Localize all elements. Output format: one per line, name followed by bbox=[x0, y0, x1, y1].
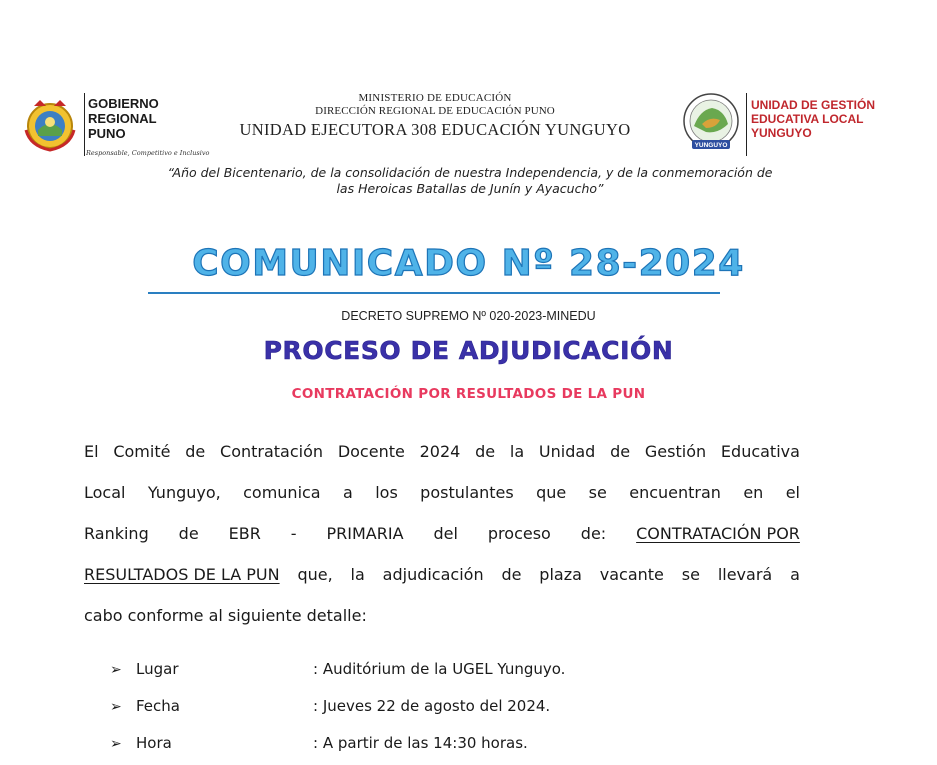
year-slogan bbox=[80, 165, 860, 197]
detail-value: : Jueves 22 de agosto del 2024. bbox=[313, 697, 551, 715]
paragraph-word: la bbox=[509, 442, 525, 461]
paragraph-word: plaza bbox=[539, 565, 582, 584]
paragraph-word: el bbox=[785, 483, 800, 502]
paragraph-word: Contratación bbox=[220, 442, 324, 461]
direccion-line: DIRECCIÓN REGIONAL DE EDUCACIÓN PUNO bbox=[315, 105, 555, 117]
detail-fecha bbox=[110, 697, 180, 715]
underlined-process-name: RESULTADOS DE LA PUN bbox=[84, 565, 280, 584]
paragraph-word: encuentran bbox=[629, 483, 721, 502]
gobierno-regional-logo bbox=[20, 96, 80, 156]
paragraph-word: PRIMARIA bbox=[326, 524, 404, 543]
puno-line: PUNO bbox=[88, 126, 126, 141]
detail-value: : Auditórium de la UGEL Yunguyo. bbox=[313, 660, 566, 678]
paragraph-word: del bbox=[433, 524, 458, 543]
detail-hora bbox=[110, 734, 172, 752]
year-slogan-line-1: “Año del Bicentenario, de la consolidación de nuestra Independencia, y de la conmemoración de bbox=[167, 165, 773, 180]
paragraph-word: llevará bbox=[717, 565, 773, 584]
paragraph-word: de bbox=[185, 442, 206, 461]
ugel-line-2: EDUCATIVA LOCAL bbox=[751, 112, 864, 126]
gobierno-line: GOBIERNO bbox=[88, 96, 159, 111]
paragraph-word: vacante bbox=[599, 565, 664, 584]
ugel-seal-label: YUNGUYO bbox=[694, 142, 728, 149]
unidad-ejecutora-line: UNIDAD EJECUTORA 308 EDUCACIÓN YUNGUYO bbox=[239, 120, 631, 139]
paragraph-line-4 bbox=[84, 563, 800, 604]
institution-header bbox=[200, 92, 670, 142]
paragraph-word: a bbox=[790, 565, 800, 584]
paragraph-word: de bbox=[178, 524, 199, 543]
ugel-line-3: YUNGUYO bbox=[751, 126, 812, 140]
paragraph-word: Yunguyo, bbox=[147, 483, 221, 502]
arrow-bullet-icon: ➢ bbox=[110, 699, 122, 715]
paragraph-word: Local bbox=[84, 483, 126, 502]
ministerio-line: MINISTERIO DE EDUCACIÓN bbox=[358, 92, 512, 104]
paragraph-word: Gestión bbox=[644, 442, 707, 461]
paragraph-word: adjudicación bbox=[382, 565, 484, 584]
paragraph-word: se bbox=[681, 565, 700, 584]
paragraph-word: los bbox=[375, 483, 398, 502]
comunicado-underline bbox=[148, 292, 720, 294]
paragraph-word: - bbox=[290, 524, 297, 543]
detail-value: : A partir de las 14:30 horas. bbox=[313, 734, 528, 752]
paragraph-word: que, bbox=[297, 565, 333, 584]
paragraph-word: postulantes bbox=[420, 483, 514, 502]
paragraph-line-2 bbox=[84, 481, 800, 522]
paragraph-line-1 bbox=[84, 440, 800, 481]
paragraph-word: que bbox=[536, 483, 567, 502]
header-divider bbox=[84, 93, 85, 156]
ugel-yunguyo-seal bbox=[678, 90, 744, 156]
ugel-line-1: UNIDAD DE GESTIÓN bbox=[751, 98, 876, 112]
arrow-bullet-icon: ➢ bbox=[110, 662, 122, 678]
paragraph-word: EBR bbox=[228, 524, 261, 543]
detail-lugar bbox=[110, 660, 178, 678]
arrow-bullet-icon: ➢ bbox=[110, 736, 122, 752]
paragraph-word: Ranking bbox=[84, 524, 149, 543]
paragraph-line-5 bbox=[84, 604, 800, 645]
paragraph-word: El bbox=[84, 442, 99, 461]
paragraph-word: la bbox=[350, 565, 365, 584]
detail-label: Lugar bbox=[136, 660, 179, 678]
contratacion-subtitle: CONTRATACIÓN POR RESULTADOS DE LA PUN bbox=[291, 386, 646, 402]
detail-label: Fecha bbox=[136, 697, 180, 715]
paragraph-word: a bbox=[343, 483, 353, 502]
gobierno-motto: Responsable, Competitivo e Inclusivo bbox=[86, 149, 210, 157]
paragraph-line-3 bbox=[84, 522, 800, 563]
detail-label: Hora bbox=[136, 734, 172, 752]
decreto-line: DECRETO SUPREMO Nº 020-2023-MINEDU bbox=[341, 309, 596, 323]
proceso-title: PROCESO DE ADJUDICACIÓN bbox=[263, 336, 674, 365]
comunicado-title: COMUNICADO Nº 28-2024 bbox=[192, 243, 745, 284]
regional-line: REGIONAL bbox=[88, 111, 157, 126]
ugel-divider bbox=[746, 93, 747, 156]
paragraph-word: 2024 bbox=[419, 442, 461, 461]
paragraph-word: Comité bbox=[113, 442, 171, 461]
paragraph-word: de bbox=[610, 442, 631, 461]
gobierno-regional-name bbox=[88, 96, 159, 141]
underlined-process-name: CONTRATACIÓN POR bbox=[636, 524, 800, 543]
paragraph-word: en bbox=[743, 483, 764, 502]
paragraph-word: de bbox=[501, 565, 522, 584]
ugel-name bbox=[751, 98, 875, 140]
paragraph-word: Educativa bbox=[720, 442, 800, 461]
paragraph-word: se bbox=[588, 483, 607, 502]
announcement-paragraph bbox=[84, 440, 800, 645]
paragraph-word: Docente bbox=[337, 442, 405, 461]
paragraph-word: proceso bbox=[487, 524, 551, 543]
paragraph-word: de: bbox=[580, 524, 607, 543]
paragraph-word: Unidad bbox=[538, 442, 596, 461]
paragraph-word: comunica bbox=[243, 483, 321, 502]
year-slogan-line-2: las Heroicas Batallas de Junín y Ayacucho” bbox=[336, 181, 604, 196]
paragraph-word: de bbox=[475, 442, 496, 461]
paragraph-text: cabo conforme al siguiente detalle: bbox=[84, 606, 367, 625]
